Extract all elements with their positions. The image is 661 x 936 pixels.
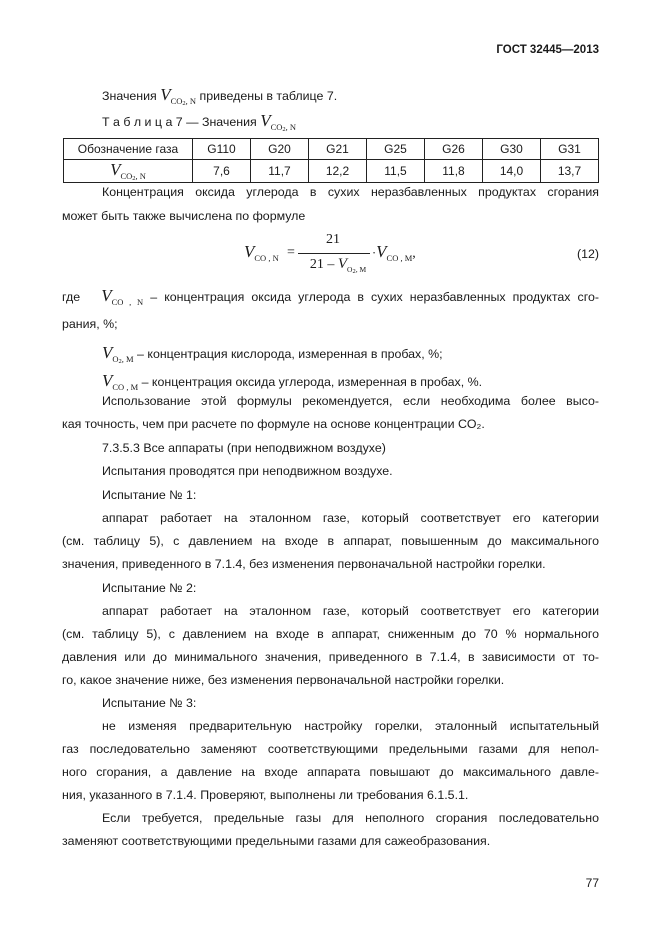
table-cell: 11,8 xyxy=(425,160,483,183)
table-header-row xyxy=(64,139,599,160)
symbol-v-co-n: $V_{CO , N}$ xyxy=(101,286,144,307)
formula-rhs: $\cdot V_{CO , M}$, xyxy=(372,242,416,263)
table-header-cell: G25 xyxy=(367,139,425,160)
paragraph-line: (см. таблицу 5), с давлением на входе в аппарат, повышенным до максимального xyxy=(62,534,599,548)
symbol-v-co2-n: $V_{CO2, N}$ xyxy=(160,85,197,107)
paragraph-line: заменяют соответствующими предельными газами для сажеобразования. xyxy=(62,834,491,848)
table-header-cell: G110 xyxy=(193,139,251,160)
formula-denominator: $21 - V_{O2, M}$ xyxy=(309,256,367,275)
paragraph-line: Использование этой формулы рекомендуется, если необходима более высо- xyxy=(102,394,599,408)
formula-equals: = xyxy=(287,245,295,260)
paragraph-line: значения, приведенного в 7.1.4, без изменения первоначальной настройки горелки. xyxy=(62,557,546,571)
table-caption: Т а б л и ц а 7 — Значения $V_{CO2, N}$ xyxy=(102,111,297,133)
paragraph-line: го, какое значение ниже, без изменения первоначальной настройки горелки. xyxy=(62,673,505,687)
test-heading: Испытание № 3: xyxy=(102,696,197,710)
definition-line: рания, %; xyxy=(62,317,118,331)
table-cell: 11,5 xyxy=(367,160,425,183)
formula-lhs: $V_{CO , N}$ xyxy=(244,242,279,263)
table-cell: 12,2 xyxy=(309,160,367,183)
intro-suffix: приведены в таблице 7. xyxy=(199,89,338,103)
paragraph-line: не изменяя предварительную настройку горелки, эталонный испытательный xyxy=(102,719,599,733)
definition-line: $V_{O2, M}$ – концентрация кислорода, измеренная в пробах, %; xyxy=(102,343,443,365)
table-header-cell: G20 xyxy=(251,139,309,160)
paragraph-line: (см. таблицу 5), с давлением на входе в аппарат, сниженным до 70 % нормального xyxy=(62,627,599,641)
page-number: 77 xyxy=(585,876,599,890)
paragraph-line: Концентрация оксида углерода в сухих неразбавленных продуктах сгорания xyxy=(102,185,599,199)
intro-line xyxy=(102,86,599,113)
section-heading: 7.3.5.3 Все аппараты (при неподвижном воздухе) xyxy=(102,441,386,455)
table-cell: 13,7 xyxy=(541,160,599,183)
paragraph-line: давления или до минимального значения, приведенного в 7.1.4, в зависимости от то- xyxy=(62,650,599,664)
paragraph-line: может быть также вычислена по формуле xyxy=(62,209,306,223)
equation-number: (12) xyxy=(576,247,599,261)
definition-line: $V_{CO , M}$ – концентрация оксида углерода, измеренная в пробах, %. xyxy=(102,371,483,392)
table-cell-symbol: $V_{CO2, N}$ xyxy=(64,160,193,183)
document-code: ГОСТ 32445—2013 xyxy=(496,44,599,56)
table-cell: 7,6 xyxy=(193,160,251,183)
test-heading: Испытание № 1: xyxy=(102,488,197,502)
paragraph-line: ния, указанного в 7.1.4. Проверяют, выполнены ли требования 6.1.5.1. xyxy=(62,788,469,802)
test-heading: Испытание № 2: xyxy=(102,581,197,595)
paragraph-line: аппарат работает на эталонном газе, который соответствует его категории xyxy=(102,604,599,618)
symbol-v-co-m: $V_{CO , M}$ xyxy=(102,371,139,392)
symbol-v-o2-m: $V_{O2, M}$ xyxy=(102,343,134,365)
paragraph-line: Испытания проводятся при неподвижном воздухе. xyxy=(102,464,393,478)
paragraph-line: аппарат работает на эталонном газе, который соответствует его категории xyxy=(102,511,599,525)
table-cell: 14,0 xyxy=(483,160,541,183)
table-header-cell: G21 xyxy=(309,139,367,160)
paragraph-line: газ последовательно заменяют соответствующими предельными газами для непол- xyxy=(62,742,599,756)
definition-line: где $V_{CO , N}$ – концентрация оксида углерода в сухих неразбавленных продуктах сго- xyxy=(62,286,599,307)
fraction-bar xyxy=(298,253,370,254)
table-header-cell: Обозначение газа xyxy=(64,139,193,160)
table-header-cell: G30 xyxy=(483,139,541,160)
table-cell: 11,7 xyxy=(251,160,309,183)
table-row xyxy=(64,160,599,183)
paragraph-line: Если требуется, предельные газы для неполного сгорания последовательно xyxy=(102,811,599,825)
paragraph-line: ного сгорания, а давление на входе аппарата повышают до максимального давле- xyxy=(62,765,599,779)
paragraph-line: кая точность, чем при расчете по формуле на основе концентрации CO₂. xyxy=(62,417,485,431)
table-header-cell: G26 xyxy=(425,139,483,160)
intro-prefix: Значения xyxy=(102,89,157,103)
table-header-cell: G31 xyxy=(541,139,599,160)
formula-numerator: 21 xyxy=(326,232,340,247)
symbol-v-co2-n: $V_{CO2, N}$ xyxy=(260,111,297,133)
table-7 xyxy=(63,138,599,183)
